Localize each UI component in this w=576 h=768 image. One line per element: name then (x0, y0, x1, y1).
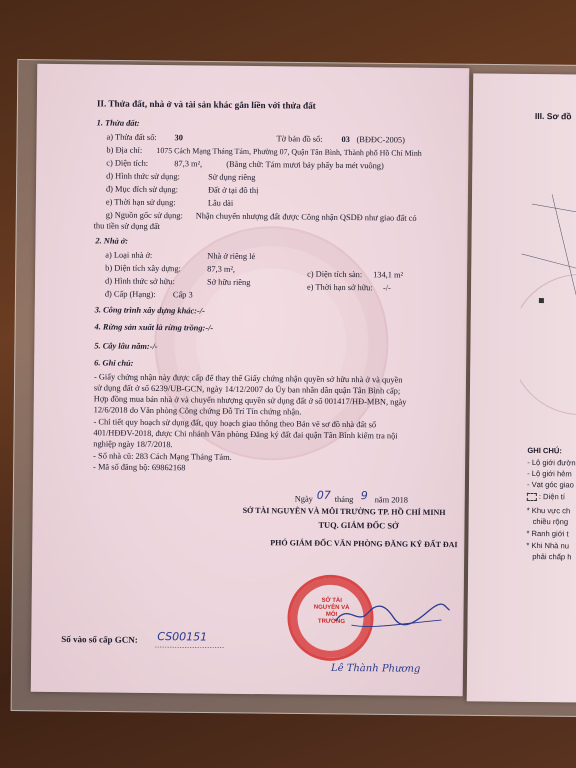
floor-area-label: c) Diện tích sàn: (307, 269, 363, 280)
note-line: - Giấy chứng nhận này được cấp để thay thế Giấy chứng nhận quyền sở hữu nhà ở và quyền (93, 372, 403, 385)
origin-value: Nhận chuyển nhượng đất được Công nhận QSDĐ như giao đất có (195, 211, 417, 223)
ownership-value: Sở hữu riêng (206, 277, 251, 287)
address-value: 1075 Cách Mạng Tháng Tám, Phường 07, Quận Tân Bình, Thành phố Hồ Chí Minh (156, 146, 422, 158)
ownership-label: d) Hình thức sở hữu: (104, 276, 175, 287)
map-label: Tờ bản đồ số: (276, 134, 323, 144)
legend-item: - Lộ giới hẻm (527, 468, 572, 479)
purpose-label: đ) Mục đích sử dụng: (105, 184, 179, 195)
legend-item: - Vạt góc giao (526, 479, 574, 490)
note-line: 401/HĐĐV-2018, được Chi nhánh Văn phòng Đăng ký đất đai quận Tân Bình kiểm tra nội (93, 428, 398, 441)
forest-row: 4. Rừng sản xuất là rừng trồng:-/- (94, 322, 214, 333)
parcel-label: a) Thửa đất số: (106, 132, 157, 143)
register-underline (155, 645, 225, 650)
issuer: SỞ TÀI NGUYÊN VÀ MÔI TRƯỜNG TP. HỒ CHÍ MINH (242, 505, 446, 518)
on-behalf: TUQ. GIÁM ĐỐC SỞ (318, 520, 399, 531)
legend-swatch (527, 493, 537, 501)
own-term-value: -/- (382, 283, 391, 293)
legend-header: GHI CHÚ: (527, 445, 562, 456)
note-line: - Mã số đăng bộ: 69862168 (93, 462, 186, 473)
register-value: CS00151 (157, 630, 208, 644)
signature (331, 595, 451, 636)
note-line: 12/6/2018 do Văn phòng Công chứng Đỗ Trí Tín chứng nhận. (93, 405, 302, 417)
legend-item: * Khu vực ch (526, 505, 571, 516)
purpose-value: Đất ở tại đô thị (207, 185, 259, 196)
parcel-value: 30 (174, 133, 183, 143)
legend-item: - Lộ giới đườn (527, 457, 576, 468)
note-line: Hợp đồng mua bán nhà ở và chuyển nhượng quyền sử dụng đất ở số 001417/HĐ-MBN, ngày (93, 394, 407, 407)
map-note: (BĐĐC-2005) (356, 135, 405, 145)
build-area-value: 87,3 m², (207, 264, 236, 274)
seal-text: SỞ TÀI NGUYÊN VÀ MÔI TRƯỜNG (313, 597, 350, 626)
build-area-label: b) Diện tích xây dựng: (105, 263, 181, 274)
map-value: 03 (341, 134, 350, 145)
section-title: II. Thửa đất, nhà ở và tài sản khác gắn liền với thửa đất (96, 98, 316, 111)
legend-item: * Ranh giới t (526, 528, 569, 539)
legend-item: : Diện tí (538, 492, 566, 502)
usage-form-label: d) Hình thức sử dụng: (106, 171, 180, 182)
house-type-value: Nhà ở riêng lẻ (207, 251, 256, 262)
area-value: 87,3 m², (174, 159, 203, 169)
house-header: 2. Nhà ở: (95, 236, 129, 246)
section3-title: III. Sơ đồ (534, 110, 572, 122)
certificate-page-3 (467, 73, 576, 702)
grade-value: Cấp 3 (172, 290, 193, 300)
signer-title: PHÓ GIÁM ĐỐC VĂN PHÒNG ĐĂNG KÝ ĐẤT ĐAI (270, 538, 458, 550)
note-line: nghiệp ngày 18/7/2018. (93, 439, 173, 450)
house-type-label: a) Loại nhà ở: (105, 250, 153, 260)
legend-item: * Khi Nhà nu (526, 540, 570, 551)
register-label: Số vào sổ cấp GCN: (61, 634, 138, 645)
term-label: e) Thời hạn sử dụng: (105, 197, 176, 208)
note-line: - Chỉ tiết quy hoạch sử dụng đất, quy hoạch giao thông theo Bản vẽ sơ đồ nhà đất số (93, 417, 377, 430)
date-month: 9 (360, 489, 368, 503)
origin-label: g) Nguồn gốc sử dụng: (105, 210, 183, 221)
date-day: 07 (316, 488, 331, 502)
origin-value-cont: thu tiền sử dụng đất (93, 221, 161, 232)
floor-area-value: 134,1 m² (373, 270, 404, 280)
notes-header: 6. Ghi chú: (94, 358, 134, 368)
certificate-page-2 (31, 64, 470, 696)
signer-name: Lê Thành Phương (330, 662, 421, 675)
legend-item: phải chấp h (532, 551, 572, 562)
grade-label: đ) Cấp (Hạng): (104, 289, 156, 300)
site-map (519, 194, 576, 455)
legend-item: chiều rộng (532, 516, 569, 527)
date-year: năm 2018 (374, 495, 409, 505)
date-prefix: Ngày (294, 494, 313, 504)
land-header: 1. Thửa đất: (96, 118, 140, 128)
address-label: b) Địa chỉ: (106, 145, 143, 155)
term-value: Lâu dài (207, 198, 234, 208)
note-line: sử dụng đất ở số 6239/UB-GCN, ngày 14/12/2007 do Ủy ban nhân dân quận Tân Bình cấp; (93, 383, 401, 396)
date-month-label: tháng (334, 494, 354, 505)
other-works: 3. Công trình xây dựng khác:-/- (94, 305, 205, 316)
usage-form-value: Sử dụng riêng (208, 172, 256, 183)
note-line: - Số nhà cũ: 283 Cách Mạng Tháng Tám. (93, 451, 232, 462)
perennial-row: 5. Cây lâu năm:-/- (94, 341, 158, 352)
area-words: (Bằng chữ: Tám mươi bảy phẩy ba mét vuông) (226, 159, 384, 171)
own-term-label: e) Thời hạn sở hữu: (306, 282, 373, 293)
area-label: c) Diện tích: (106, 158, 149, 168)
